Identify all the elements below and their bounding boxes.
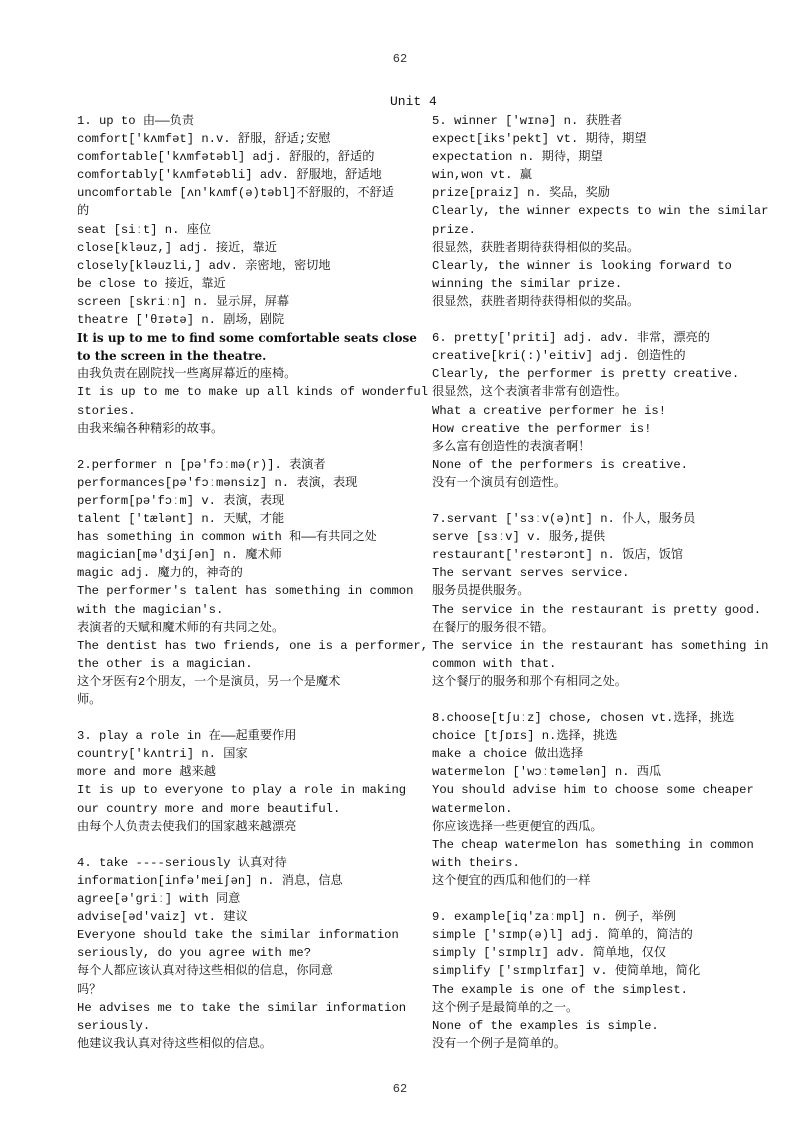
right-column-line: 这个餐厅的服务和那个有相同之处。 (432, 674, 627, 689)
left-column-line: 的 (77, 204, 90, 219)
unit-title: Unit 4 (390, 94, 437, 109)
right-column-line: simply ['sɪmplɪ] adv. 简单地，仅仅 (432, 946, 667, 961)
left-column-line: our country more and more beautiful. (77, 801, 341, 816)
right-column-line: choice [tʃɒɪs] n.选择，挑选 (432, 729, 618, 744)
left-column-line (77, 709, 415, 727)
left-column-line: performances[pə'fɔːmənsiz] n. 表演，表现 (77, 475, 358, 490)
right-column-line: prize. (432, 222, 476, 237)
right-column-line: creative[kri(:)'eitiv] adj. 创造性的 (432, 349, 686, 364)
left-column-line: 每个人都应该认真对待这些相似的信息，你同意 (77, 964, 333, 979)
left-column-line: Everyone should take the similar information (77, 928, 399, 943)
left-column-line: seat [siːt] n. 座位 (77, 222, 212, 237)
right-column-line: common with that. (432, 656, 557, 671)
left-column-line: magic adj. 魔力的，神奇的 (77, 566, 243, 581)
left-column-line: more and more 越来越 (77, 765, 216, 780)
right-column-line: serve [sɜːv] v. 服务,提供 (432, 530, 606, 545)
left-column-line: comfort['kʌmfət] n.v. 舒服，舒适;安慰 (77, 132, 331, 147)
right-column-line: prize[praiz] n. 奖品，奖励 (432, 186, 610, 201)
left-column-line: agree[ə'griː] with 同意 (77, 892, 241, 907)
left-column-line: screen [skriːn] n. 显示屏，屏幕 (77, 294, 290, 309)
left-column-line (77, 836, 415, 854)
right-column-line: Clearly, the winner is looking forward to (432, 258, 732, 273)
left-column-line: He advises me to take the similar information (77, 1000, 407, 1015)
right-column-line: 6. pretty['priti] adj. adv. 非常，漂亮的 (432, 331, 710, 346)
left-column-line: close[kləuz,] adj. 接近，靠近 (77, 240, 277, 255)
left-column-line: 由我来编各种精彩的故事。 (77, 421, 224, 436)
right-column-line: restaurant['restərɔnt] n. 饭店，饭馆 (432, 548, 684, 563)
left-column-line: be close to 接近，靠近 (77, 276, 226, 291)
right-column-line (432, 691, 772, 709)
right-column-line: win,won vt. 赢 (432, 168, 532, 183)
right-column-line: None of the examples is simple. (432, 1018, 659, 1033)
right-column-line: 很显然，获胜者期待获得相似的奖品。 (432, 294, 640, 309)
right-column-line: Clearly, the performer is pretty creative. (432, 367, 740, 382)
right-column-line: The cheap watermelon has something in common (432, 837, 754, 852)
right-column-line: 这个例子是最简单的之一。 (432, 1000, 579, 1015)
right-column-line: 这个便宜的西瓜和他们的一样 (432, 873, 591, 888)
right-column-line: 5. winner ['wɪnə] n. 获胜者 (432, 114, 623, 128)
page-number-top: 62 (392, 52, 408, 66)
left-column-line (77, 438, 415, 456)
left-column-line: 4. take ----seriously 认真对待 (77, 855, 287, 870)
right-column-line: watermelon ['wɔːtəmelən] n. 西瓜 (432, 765, 662, 780)
left-column-line: 表演者的天赋和魔术师的有共同之处。 (77, 620, 285, 635)
left-column-line: The performer's talent has something in common (77, 584, 414, 599)
left-column-line: 3. play a role in 在——起重要作用 (77, 729, 297, 744)
left-column-line: stories. (77, 403, 136, 418)
left-column-line: talent ['tælənt] n. 天赋，才能 (77, 512, 285, 527)
right-column (432, 112, 772, 1053)
right-column-line: What a creative performer he is! (432, 403, 667, 418)
left-column-line: with the magician's. (77, 602, 224, 617)
right-column-line: simplify ['sɪmplɪfaɪ] v. 使简单地，简化 (432, 964, 701, 979)
left-column-line: It is up to me to find some comfortable seats close (77, 331, 417, 346)
right-column-line: 多么富有创造性的表演者啊！ (432, 439, 591, 454)
left-column-line: has something in common with 和——有共同之处 (77, 530, 377, 545)
left-column-line: uncomfortable [ʌn'kʌmf(ə)təbl]不舒服的，不舒适 (77, 186, 394, 201)
right-column-line: The example is one of the simplest. (432, 982, 688, 997)
right-column-line (432, 311, 772, 329)
left-column-line: The dentist has two friends, one is a performer, (77, 638, 429, 653)
left-column-line: to the screen in the theatre. (77, 349, 267, 364)
right-column-line: You should advise him to choose some cheaper (432, 783, 754, 798)
right-column-line: Clearly, the winner expects to win the similar (432, 204, 769, 219)
right-column-line: 服务员提供服务。 (432, 584, 530, 599)
right-column-line: simple ['sɪmp(ə)l] adj. 简单的，简洁的 (432, 928, 693, 943)
left-column-line: perform[pə'fɔːm] v. 表演，表现 (77, 493, 285, 508)
left-column-line: It is up to me to make up all kinds of wonderful (77, 385, 429, 400)
right-column-line: The servant serves service. (432, 566, 630, 581)
left-column-line: magician[mə'dʒiʃən] n. 魔术师 (77, 548, 282, 563)
left-column (77, 112, 429, 1053)
left-column-line: It is up to everyone to play a role in making (77, 783, 407, 798)
right-column-line: 8.choose[tʃuːz] chose, chosen vt.选择，挑选 (432, 711, 735, 726)
right-column-line: 你应该选择一些更便宜的西瓜。 (432, 819, 603, 834)
right-column-line: 很显然，获胜者期待获得相似的奖品。 (432, 240, 640, 255)
left-column-line: the other is a magician. (77, 656, 253, 671)
left-column-line: 这个牙医有2个朋友，一个是演员，另一个是魔术 (77, 674, 341, 689)
left-column-line: 师。 (77, 693, 102, 707)
left-column-line: seriously. (77, 1018, 151, 1033)
left-column-line: seriously, do you agree with me? (77, 946, 312, 961)
right-column-line: watermelon. (432, 801, 513, 816)
right-column-line: How creative the performer is! (432, 421, 652, 436)
left-column-line: 2.performer n [pə'fɔːmə(r)]. 表演者 (77, 457, 326, 472)
right-column-line (432, 890, 772, 908)
right-column-line (432, 492, 772, 510)
left-column-line: 1. up to 由——负责 (77, 114, 195, 128)
right-column-line: winning the similar prize. (432, 276, 623, 291)
left-column-line: closely[kləuzli,] adv. 亲密地，密切地 (77, 258, 331, 273)
left-column-line: 由我负责在剧院找一些离屏幕近的座椅。 (77, 367, 297, 382)
left-column-line: theatre ['θɪətə] n. 剧场，剧院 (77, 313, 285, 328)
left-column-line: comfortably['kʌmfətəbli] adv. 舒服地，舒适地 (77, 168, 382, 183)
right-column-line: 没有一个演员有创造性。 (432, 475, 567, 490)
right-column-line: 7.servant ['sɜːv(ə)nt] n. 仆人，服务员 (432, 512, 696, 527)
right-column-line: with theirs. (432, 855, 520, 870)
right-column-line: expectation n. 期待，期望 (432, 150, 603, 165)
left-column-line: country['kʌntri] n. 国家 (77, 747, 248, 762)
right-column-line: 在餐厅的服务很不错。 (432, 620, 554, 635)
left-column-line: 他建议我认真对待这些相似的信息。 (77, 1036, 272, 1051)
right-column-line: 9. example[iq'zaːmpl] n. 例子，举例 (432, 910, 676, 925)
right-column-line: 没有一个例子是简单的。 (432, 1036, 567, 1051)
right-column-line: make a choice 做出选择 (432, 747, 584, 762)
left-column-line: advise[əd'vaiz] vt. 建议 (77, 910, 248, 925)
right-column-line: The service in the restaurant is pretty good. (432, 602, 762, 617)
right-column-line: expect[iks'pekt] vt. 期待，期望 (432, 132, 647, 147)
right-column-line: None of the performers is creative. (432, 457, 688, 472)
right-column-line: The service in the restaurant has something in (432, 638, 769, 653)
left-column-line: 吗？ (77, 982, 102, 997)
left-column-line: information[infə'meiʃən] n. 消息，信息 (77, 873, 343, 888)
right-column-line: 很显然，这个表演者非常有创造性。 (432, 385, 627, 400)
page-number-bottom: 62 (392, 1082, 408, 1096)
left-column-line: 由每个人负责去使我们的国家越来越漂亮 (77, 819, 297, 834)
left-column-line: comfortable['kʌmfətəbl] adj. 舒服的，舒适的 (77, 150, 375, 165)
